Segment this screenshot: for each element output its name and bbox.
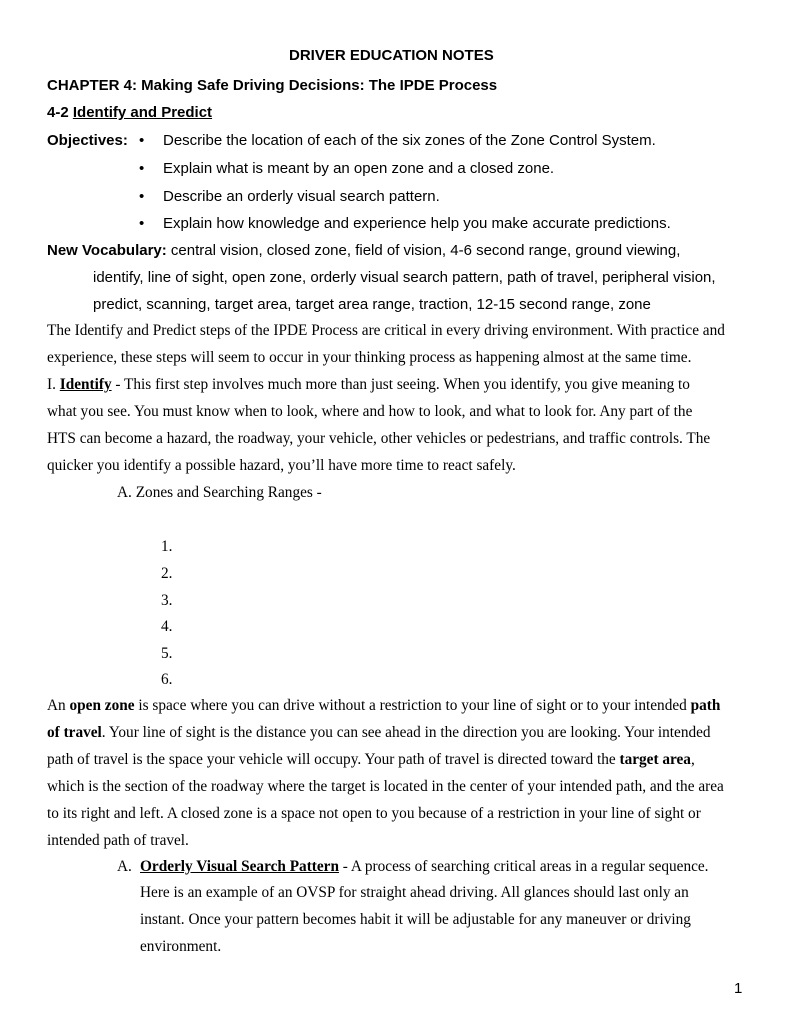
text-run: path of travel is the space your vehicle will occupy. Your path of travel is directed toward the xyxy=(47,751,620,768)
objective-item: Explain how knowledge and experience help you make accurate predictions. xyxy=(163,215,671,232)
ovsp-term: Orderly Visual Search Pattern xyxy=(140,858,339,875)
bullet-icon: • xyxy=(139,132,145,149)
identify-numeral: I. xyxy=(47,376,60,393)
zones-subheading: A. Zones and Searching Ranges - xyxy=(117,484,322,501)
vocabulary-line: predict, scanning, target area, target area range, traction, 12-15 second range, zone xyxy=(93,296,651,313)
numbered-item: 2. xyxy=(161,565,173,582)
vocabulary-label: New Vocabulary: xyxy=(47,242,167,259)
text-run: An xyxy=(47,697,70,714)
objective-item: Describe the location of each of the six zones of the Zone Control System. xyxy=(163,132,656,149)
open-zone-line xyxy=(47,751,695,769)
text-run: - A process of searching critical areas in a regular sequence. xyxy=(338,858,709,875)
intro-line: The Identify and Predict steps of the IPDE Process are critical in every driving environment. With practice and xyxy=(47,322,725,339)
ovsp-line: environment. xyxy=(140,938,222,955)
chapter-heading: CHAPTER 4: Making Safe Driving Decisions: The IPDE Process xyxy=(47,77,498,94)
objective-item: Describe an orderly visual search pattern. xyxy=(163,188,440,205)
open-zone-line: which is the section of the roadway where the target is located in the center of your intended path, and the area xyxy=(47,778,724,795)
numbered-item: 3. xyxy=(161,592,173,609)
text-run: , xyxy=(690,751,695,768)
objectives-label: Objectives: xyxy=(47,132,128,149)
identify-text: - This first step involves much more than just seeing. When you identify, you give meaning to xyxy=(111,376,690,393)
identify-line: what you see. You must know when to look, where and how to look, and what to look for. Any part of the xyxy=(47,403,693,420)
numbered-item: 6. xyxy=(161,671,173,688)
text-run: . Your line of sight is the distance you can see ahead in the direction you are looking. Your intended xyxy=(101,724,711,741)
open-zone-line: to its right and left. A closed zone is a space not open to you because of a restriction in your line of sight or xyxy=(47,805,701,822)
identify-line: HTS can become a hazard, the roadway, your vehicle, other vehicles or pedestrians, and traffic controls. The xyxy=(47,430,711,447)
bullet-icon: • xyxy=(139,160,145,177)
vocabulary-text: central vision, closed zone, field of vision, 4-6 second range, ground viewing, xyxy=(166,242,681,259)
identify-line xyxy=(47,376,690,394)
path-term: of travel xyxy=(47,724,102,741)
numbered-item: 1. xyxy=(161,538,173,555)
section-number: 4-2 xyxy=(47,104,73,121)
identify-term: Identify xyxy=(59,376,112,393)
numbered-item: 4. xyxy=(161,618,173,635)
objective-item: Explain what is meant by an open zone and a closed zone. xyxy=(163,160,555,177)
section-title: Identify and Predict xyxy=(72,104,213,121)
ovsp-letter: A. xyxy=(117,858,132,875)
section-heading xyxy=(47,104,212,121)
text-run: is space where you can drive without a restriction to your line of sight or to your intended xyxy=(134,697,691,714)
ovsp-line: instant. Once your pattern becomes habit it will be adjustable for any maneuver or driving xyxy=(140,911,691,928)
document-title: DRIVER EDUCATION NOTES xyxy=(289,47,494,64)
open-zone-term: open zone xyxy=(69,697,135,714)
numbered-item: 5. xyxy=(161,645,173,662)
target-area-term: target area xyxy=(619,751,691,768)
open-zone-line xyxy=(47,724,711,742)
bullet-icon: • xyxy=(139,215,145,232)
identify-line: quicker you identify a possible hazard, you’ll have more time to react safely. xyxy=(47,457,516,474)
intro-line: experience, these steps will seem to occur in your thinking process as happening almost at the same time. xyxy=(47,349,692,366)
ovsp-line: Here is an example of an OVSP for straight ahead driving. All glances should last only an xyxy=(140,884,689,901)
open-zone-line xyxy=(47,697,720,715)
open-zone-line: intended path of travel. xyxy=(47,832,189,849)
bullet-icon: • xyxy=(139,188,145,205)
path-term: path xyxy=(690,697,721,714)
page-number: 1 xyxy=(734,980,743,997)
ovsp-line xyxy=(140,858,709,876)
vocabulary-line: identify, line of sight, open zone, orderly visual search pattern, path of travel, peripheral vision, xyxy=(93,269,716,286)
vocabulary-line xyxy=(47,242,680,259)
